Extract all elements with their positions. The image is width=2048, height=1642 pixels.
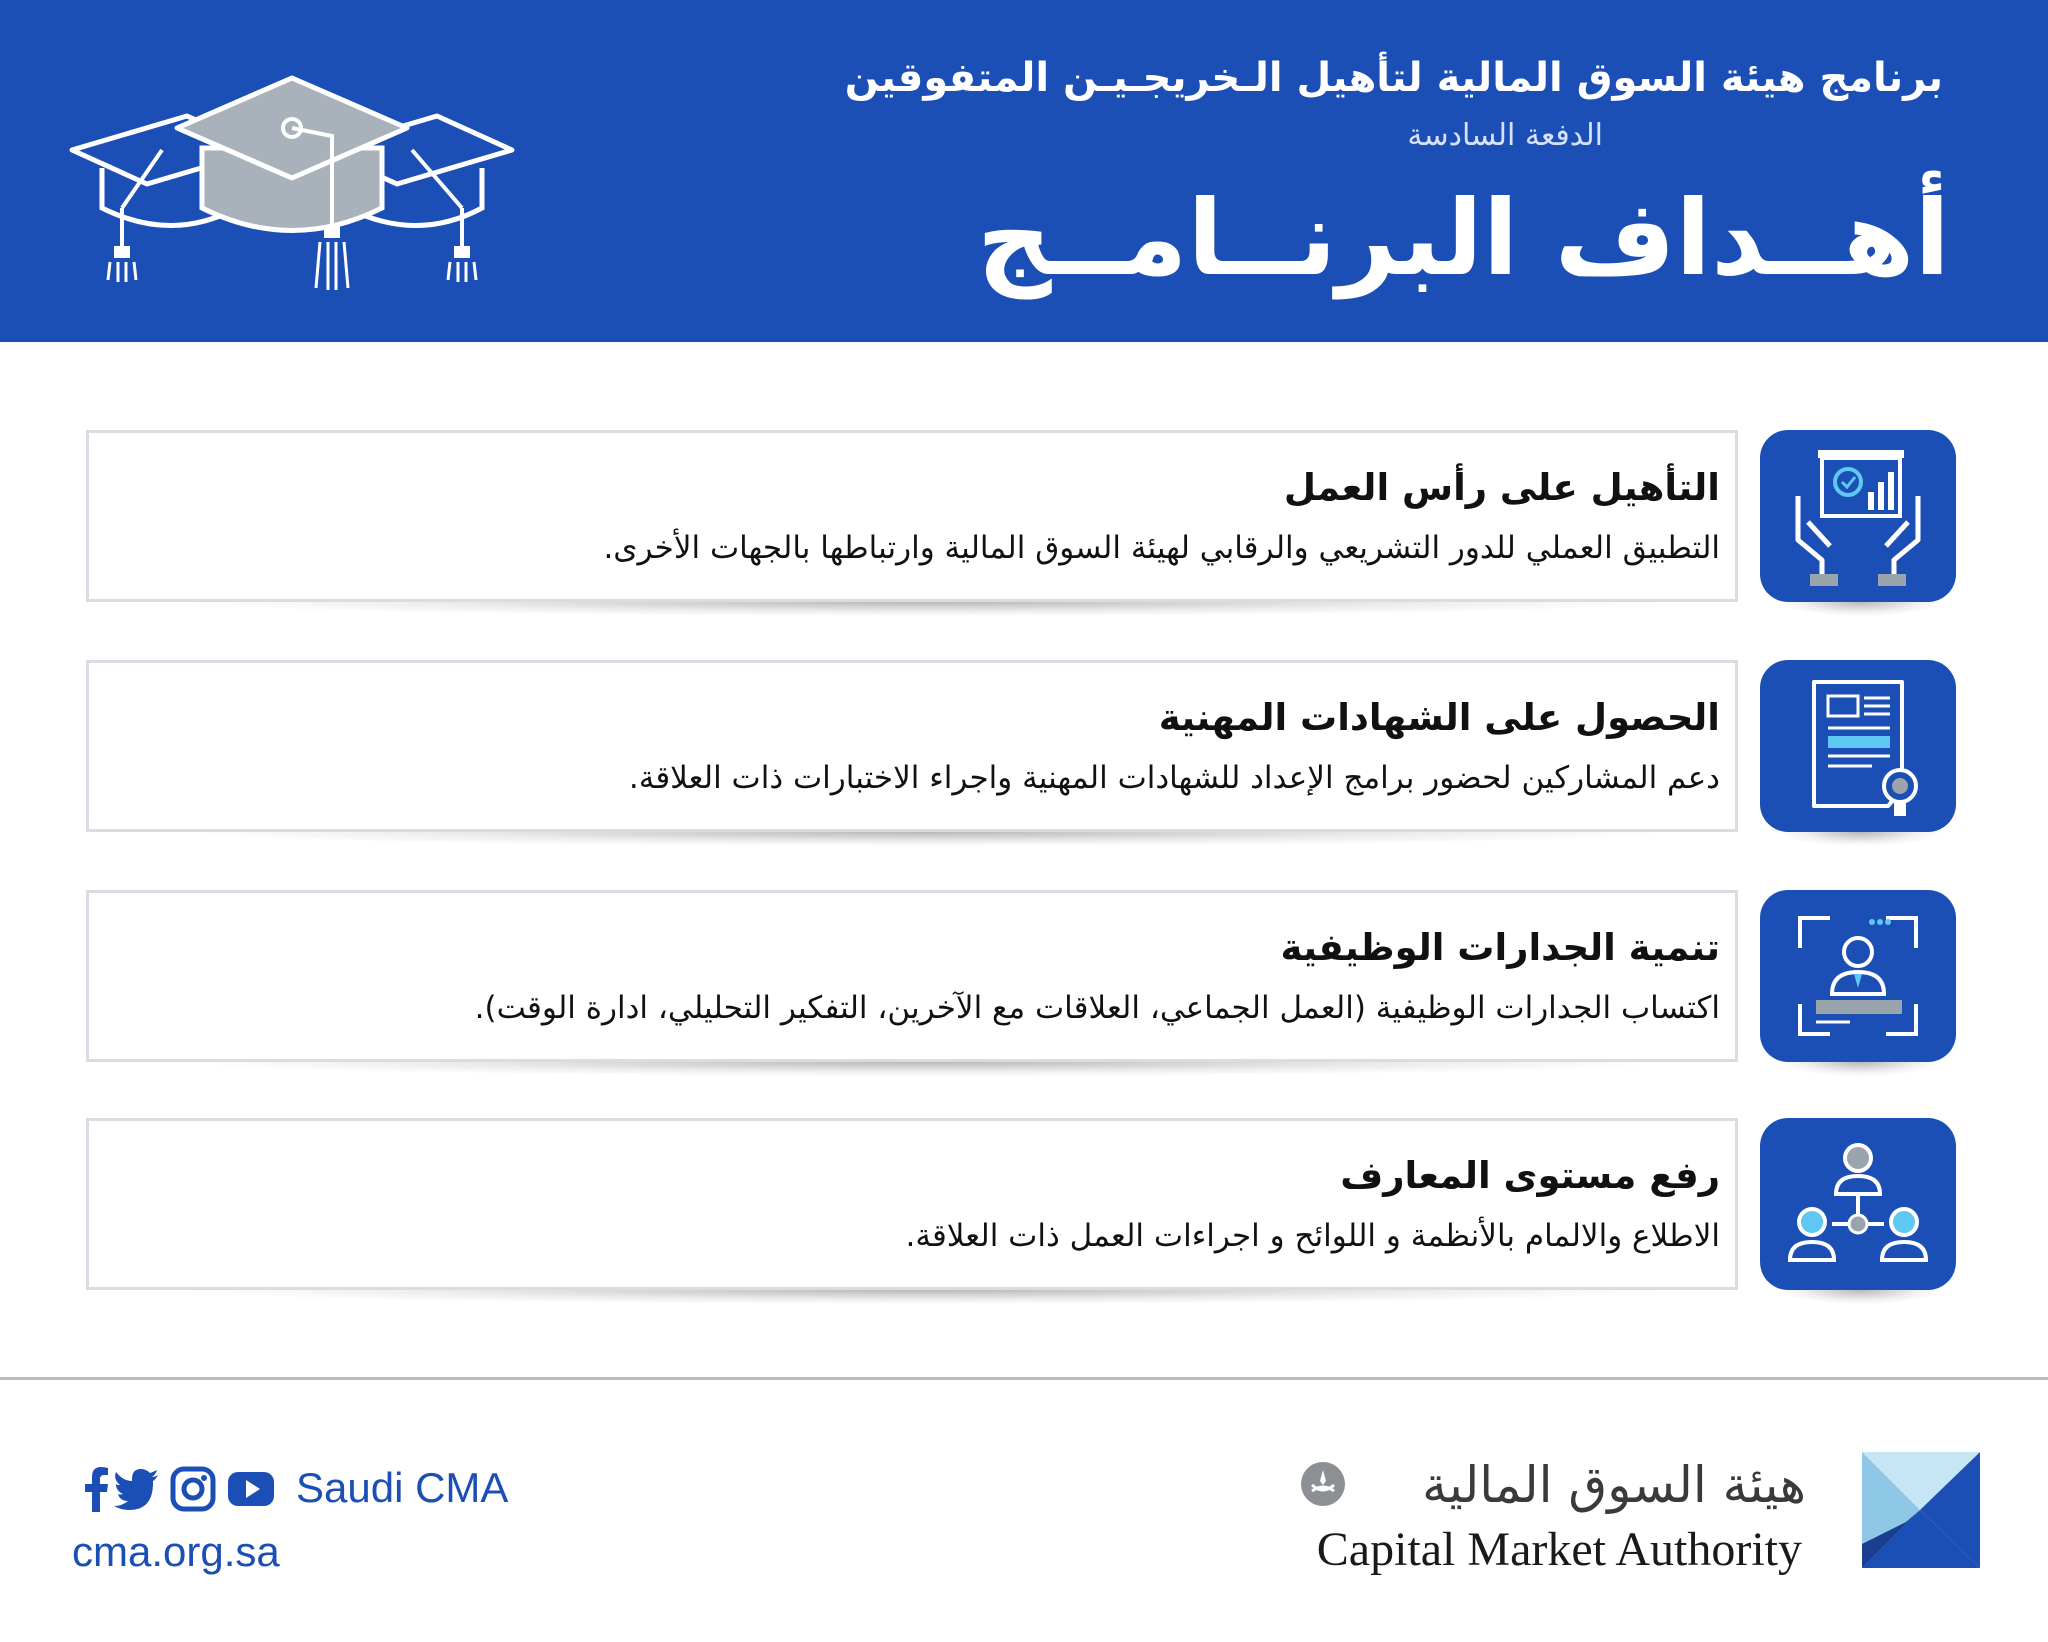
- org-name-arabic: هيئة السوق المالية: [1422, 1456, 1806, 1514]
- instagram-icon[interactable]: [168, 1464, 218, 1514]
- certificate-document-icon: [1760, 660, 1956, 832]
- goal-description: اكتساب الجدارات الوظيفية (العمل الجماعي، العلاقات مع الآخرين، التفكير التحليلي، ادارة الوقت).: [474, 990, 1720, 1026]
- page-title: أهــداف البرنــامــج: [976, 177, 1950, 299]
- graduation-caps-icon: [62, 58, 522, 308]
- org-name-english: Capital Market Authority: [1316, 1523, 1802, 1576]
- employee-profile-frame-icon: [1760, 890, 1956, 1062]
- social-handle[interactable]: Saudi CMA: [296, 1464, 509, 1511]
- goal-heading: رفع مستوى المعارف: [1340, 1154, 1720, 1197]
- header-banner: [0, 0, 2048, 342]
- goal-description: الاطلاع والالمام بالأنظمة و اللوائح و اجراءات العمل ذات العلاقة.: [905, 1218, 1720, 1254]
- goal-heading: الحصول على الشهادات المهنية: [1158, 696, 1720, 739]
- goal-description: التطبيق العملي للدور التشريعي والرقابي لهيئة السوق المالية وارتباطها بالجهات الأخرى.: [603, 530, 1720, 566]
- goal-item-2: [0, 660, 2048, 840]
- hands-presentation-board-icon: [1760, 430, 1956, 602]
- cma-logo-icon: [1862, 1452, 1980, 1568]
- website-link[interactable]: cma.org.sa: [72, 1528, 280, 1575]
- emblem-icon: [1300, 1461, 1346, 1507]
- footer-divider: [0, 1377, 2048, 1380]
- goal-card: [86, 430, 1738, 602]
- goal-item-3: [0, 890, 2048, 1070]
- people-network-icon: [1760, 1118, 1956, 1290]
- twitter-icon[interactable]: [112, 1464, 162, 1514]
- batch-label: الدفعة السادسة: [1407, 118, 1603, 153]
- youtube-icon[interactable]: [226, 1464, 276, 1514]
- goal-card: [86, 1118, 1738, 1290]
- goal-heading: التأهيل على رأس العمل: [1283, 466, 1720, 509]
- goal-heading: تنمية الجدارات الوظيفية: [1280, 926, 1720, 969]
- goal-card: [86, 660, 1738, 832]
- program-title: برنامج هيئة السوق المالية لتأهيل الـخريجـيـن المتفوقين: [844, 55, 1943, 101]
- goal-item-4: [0, 1118, 2048, 1298]
- goal-card: [86, 890, 1738, 1062]
- goal-item-1: [0, 430, 2048, 610]
- goal-description: دعم المشاركين لحضور برامج الإعداد للشهادات المهنية واجراء الاختبارات ذات العلاقة.: [628, 760, 1720, 796]
